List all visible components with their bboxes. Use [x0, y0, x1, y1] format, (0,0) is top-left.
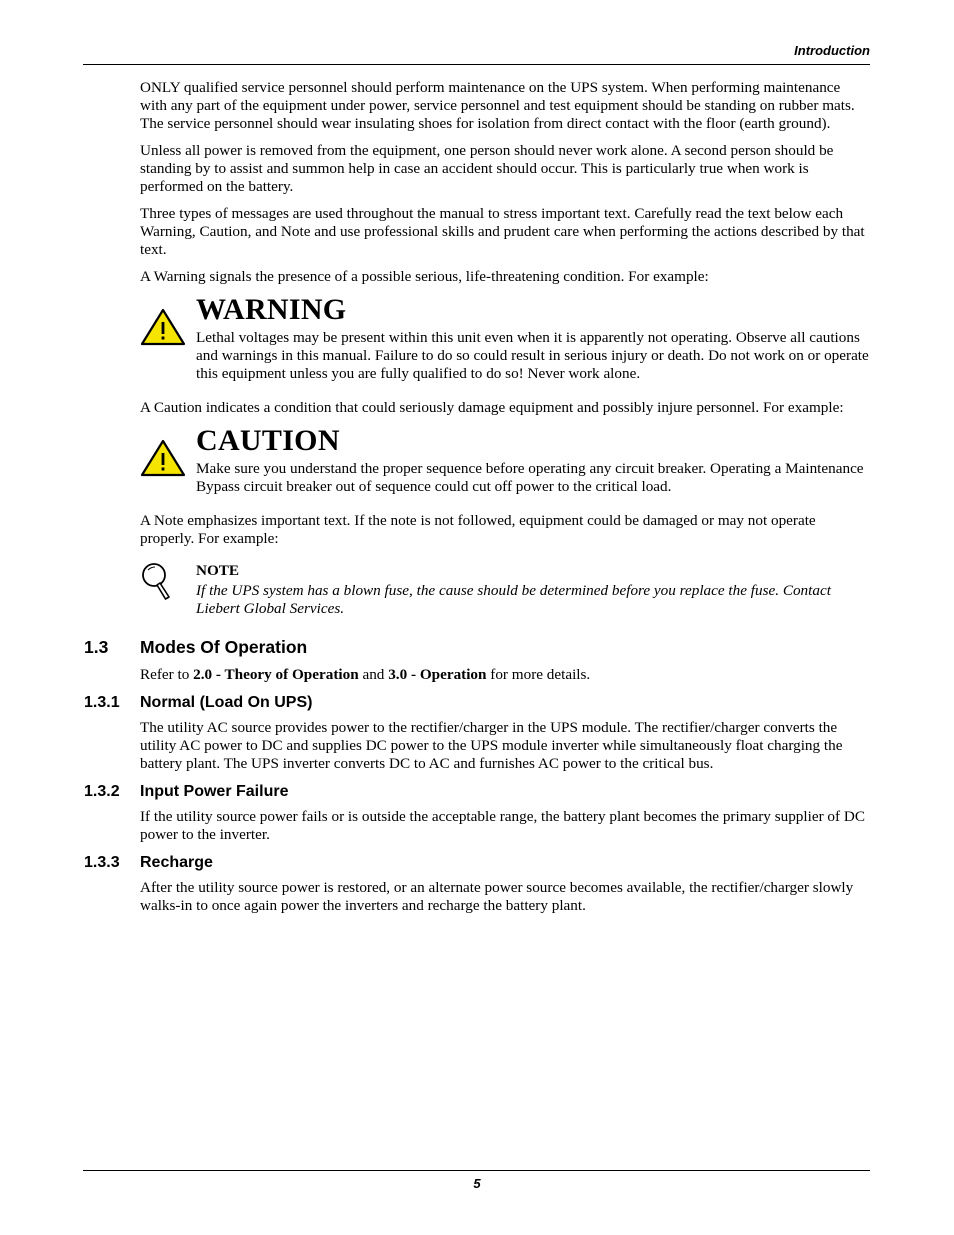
section-heading-1-3-1	[84, 693, 870, 713]
note-body: If the UPS system has a blown fuse, the cause should be determined before you replace the fuse. Contact Liebert Global Services.	[196, 582, 831, 617]
paragraph-modes-reference	[140, 666, 870, 684]
section-number: 1.3.1	[84, 694, 120, 711]
section-heading-1-3-2	[84, 782, 870, 802]
caution-triangle-icon	[140, 438, 186, 478]
paragraph-input-power-failure: If the utility source power fails or is outside the acceptable range, the battery plant becomes the primary supplier of DC power to the inverter.	[140, 808, 865, 843]
paragraph-note-intro: A Note emphasizes important text. If the note is not followed, equipment could be damaged or may not operate properly. For example:	[140, 512, 816, 547]
page-body	[84, 79, 870, 924]
paragraph-work-alone: Unless all power is removed from the equipment, one person should never work alone. A second person should be standing by to assist and summon help in case an accident should occur. This is particularly true when work is performed on the battery.	[140, 142, 834, 195]
section-number: 1.3.3	[84, 854, 120, 871]
text-run: for more details.	[486, 666, 591, 683]
section-title: Normal (Load On UPS)	[140, 694, 313, 711]
paragraph-warning-intro: A Warning signals the presence of a possible serious, life-threatening condition. For example:	[140, 268, 709, 285]
warning-title: WARNING	[196, 293, 347, 326]
caution-body: Make sure you understand the proper sequence before operating any circuit breaker. Operating a Maintenance Bypass circuit breaker out of sequence could cut off power to the critical load.	[196, 460, 864, 495]
note-title: NOTE	[196, 562, 240, 579]
cross-reference-theory: 2.0 - Theory of Operation	[193, 666, 359, 683]
magnifier-icon	[140, 562, 174, 602]
section-title: Input Power Failure	[140, 783, 289, 800]
warning-triangle-icon	[140, 307, 186, 347]
warning-callout	[140, 295, 870, 383]
section-title: Recharge	[140, 854, 213, 871]
header-rule	[83, 64, 870, 65]
paragraph-normal-mode: The utility AC source provides power to the rectifier/charger in the UPS module. The rectifier/charger converts the utility AC power to DC and supplies DC power to the UPS module inverter while simultaneously float charging the battery plant. The UPS inverter converts DC to AC and furnishes AC power to the critical bus.	[140, 719, 843, 772]
caution-callout	[140, 426, 870, 496]
paragraph-maintenance: ONLY qualified service personnel should perform maintenance on the UPS system. When performing maintenance with any part of the equipment under power, service personnel and test equipment should be standing on rubber mats. The service personnel should wear insulating shoes for isolation from direct contact with the floor (earth ground).	[140, 79, 855, 132]
cross-reference-operation: 3.0 - Operation	[388, 666, 487, 683]
page-number: 5	[473, 1176, 481, 1191]
text-run: and	[358, 666, 389, 683]
footer-rule	[83, 1170, 870, 1171]
running-header: Introduction	[794, 43, 870, 58]
text-run: Refer to	[140, 666, 194, 683]
section-heading-1-3	[84, 636, 870, 658]
section-number: 1.3	[84, 637, 109, 657]
section-heading-1-3-3	[84, 853, 870, 873]
warning-body: Lethal voltages may be present within this unit even when it is apparently not operating. Observe all cautions and warnings in this manual. Failure to do so could result in serious injury or death. Do not work on or operate this equipment unless you are fully qualified to do so! Never work alone.	[196, 329, 869, 382]
note-callout	[140, 562, 870, 618]
paragraph-message-types: Three types of messages are used throughout the manual to stress important text. Carefully read the text below each Warning, Caution, and Note and use professional skills and prudent care when performing the actions described by that text.	[140, 205, 865, 258]
paragraph-recharge: After the utility source power is restored, or an alternate power source becomes available, the rectifier/charger slowly walks-in to once again power the inverters and recharge the battery plant.	[140, 879, 854, 914]
section-number: 1.3.2	[84, 783, 120, 800]
section-title: Modes Of Operation	[140, 637, 308, 657]
caution-title: CAUTION	[196, 424, 340, 457]
paragraph-caution-intro: A Caution indicates a condition that could seriously damage equipment and possibly injure personnel. For example:	[140, 399, 844, 416]
